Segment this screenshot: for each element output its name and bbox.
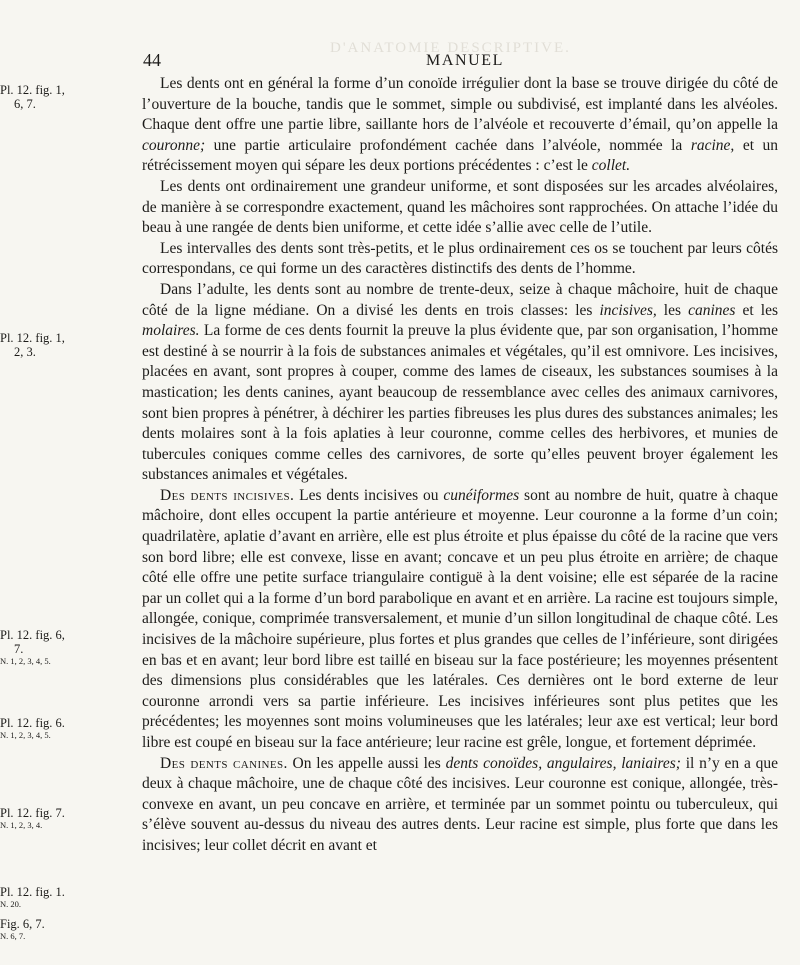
margin-note [0, 716, 140, 740]
italic-term: dents conoïdes, angulaires, laniaires; [445, 754, 681, 772]
page-header [0, 50, 800, 76]
italic-term: couronne; [142, 136, 206, 154]
text-run: il n’y en a que deux à chaque mâchoire, une de chaque côté des incisives. Leur couronne est conique, allongée, très-convexe en avant, un peu concave en arrière, et terminée par un sommet pointu ou tuberculeux, qui s’élève souvent au-dessus du niveau des autres dents. Leur racine est simple, plus forte que dans les incisives; leur collet décrit en avant et [142, 754, 778, 854]
italic-term: incisives, [599, 301, 657, 319]
margin-note [0, 83, 140, 111]
margin-note [0, 331, 140, 359]
text-run: et un rétrécissement moyen qui sépare les deux portions précédentes : c’est le [142, 136, 779, 175]
margin-note-numbers: N. 1, 2, 3, 4, 5. [0, 730, 51, 740]
italic-term: molaires. [142, 322, 200, 340]
text-run: et les [735, 301, 778, 319]
margin-note [0, 806, 140, 830]
section-dents-incisives [142, 486, 778, 754]
italic-term: collet. [591, 157, 631, 175]
text-run: On les appelle aussi les [287, 754, 446, 772]
margin-note-ref: Pl. 12. fig. 7. [0, 806, 65, 820]
margin-note [0, 917, 140, 941]
text-run: La forme de ces dents fournit la preuve la plus évidente que, par son organisation, l’homme est destiné à se nourrir à la fois de substances animales et végétales, qu’il est omnivore. Les incisives, placées en avant, sont propres à couper, comme des lames de ciseaux, les substances soumises à la mastication; les dents canines, ayant beaucoup de ressemblance avec celles des animaux carnivores, sont bien propres à pénétrer, à déchirer les parties fibreuses les plus dures des substances animales; les dents molaires sont à la fois aplaties à leur couronne, comme celles des herbivores, et munies de tubercules coniques comme celles des carnivores, de sorte qu’elles peuvent broyer également les substances animales et végétales. [142, 322, 778, 484]
text-run: Les intervalles des dents sont très-petits, et le plus ordinairement ces os se touchent par leurs côtés correspondans, ce qui forme un des caractères distinctifs des dents de l’homme. [142, 239, 778, 278]
margin-note-ref: 2, 3. [14, 345, 36, 359]
margin-note [0, 628, 140, 666]
text-run: Dans l’adulte, les dents sont au nombre de trente-deux, seize à chaque mâchoire, huit de chaque côté de la ligne médiane. On a divisé les dents en trois classes: les [142, 280, 778, 319]
text-run: Les dents ont en général la forme d’un conoïde irrégulier dont la base se trouve dirigée du côté de l’ouverture de la bouche, tandis que le sommet, simple ou subdivisé, est implanté dans les alvéoles. Chaque dent offre une partie libre, saillante hors de l’alvéole et recouverte d’émail, qu’on appelle la [142, 75, 778, 134]
text-run: Les dents incisives ou [294, 486, 444, 504]
section-heading: Des dents incisives. [160, 486, 295, 504]
bleed-through-text: D'ANATOMIE DESCRIPTIVE. [330, 40, 571, 56]
margin-note-ref: 6, 7. [14, 97, 36, 111]
running-title: MANUEL [426, 52, 505, 69]
margin-note-ref: Pl. 12. fig. 1, [0, 331, 65, 345]
margin-note [0, 885, 140, 909]
italic-term: racine, [690, 136, 735, 154]
margin-note-ref: Pl. 12. fig. 1, [0, 83, 65, 97]
paragraph-dents-nombre [142, 280, 778, 486]
section-heading: Des dents canines. [160, 754, 288, 772]
paragraph-dents-forme [142, 74, 778, 177]
paragraph-dents-intervalles [142, 239, 778, 280]
margin-note-numbers: N. 6, 7. [0, 931, 26, 941]
margin-note-numbers: N. 1, 2, 3, 4, 5. [0, 656, 51, 666]
text-run: Les dents ont ordinairement une grandeur uniforme, et sont disposées sur les arcades alvéolaires, de manière à se correspondre exactement, quand les mâchoires sont rapprochées. On attache l’idée du beau à une rangée de dents bien uniforme, et cette idée s’allie avec celle de l’utile. [142, 177, 778, 237]
paragraph-dents-grandeur [142, 177, 778, 239]
margin-note-ref: Pl. 12. fig. 6, [0, 628, 65, 642]
margin-note-ref: Pl. 12. fig. 6. [0, 716, 65, 730]
italic-term: canines [688, 301, 736, 319]
margin-note-ref: Fig. 6, 7. [0, 917, 45, 931]
text-run: les [656, 301, 689, 319]
margin-note-ref: 7. [14, 642, 24, 656]
section-dents-canines [142, 754, 778, 857]
text-run: une partie articulaire profondément cachée dans l’alvéole, nommée la [205, 136, 691, 154]
body-text [142, 74, 778, 857]
italic-term: cunéiformes [443, 486, 520, 504]
text-run: sont au nombre de huit, quatre à chaque mâchoire, dont elles occupent la partie antérieure et moyenne. Leur couronne a la forme d’un coin; quadrilatère, aplatie d’avant en arrière, elle est plus étroite et plus épaisse du côté de la racine que vers son bord libre; elle est convexe, lisse en avant; concave et un peu plus étroite en arrière; de chaque côté elle offre une petite surface triangulaire contiguë à la dent voisine; elle est séparée de la racine par un collet qui a la forme d’un bord parabolique en avant et en arrière. La racine est toujours simple, allongée, conique, comprimée transversalement, et munie d’un sillon longitudinal de chaque côté. Les incisives de la mâchoire supérieure, plus fortes et plus grandes que celles de l’inférieure, sont dirigées en bas et en avant; leur bord libre est taillé en biseau sur la face postérieure; les moyennes présentent des dimensions plus considérables que les latérales. Ces dernières ont le bord externe de leur couronne arrondi vers sa partie inférieure. Les incisives inférieures sont plus petites que les précédentes; les moyennes sont moins volumineuses que les latérales; leur axe est vertical; leur bord libre est coupé en biseau sur la face antérieure; leur racine est grêle, longue, et fortement déprimée. [142, 486, 778, 751]
margin-note-numbers: N. 1, 2, 3, 4. [0, 820, 43, 830]
margin-note-numbers: N. 20. [0, 899, 22, 909]
margin-note-ref: Pl. 12. fig. 1. [0, 885, 65, 899]
page-number: 44 [143, 50, 161, 70]
